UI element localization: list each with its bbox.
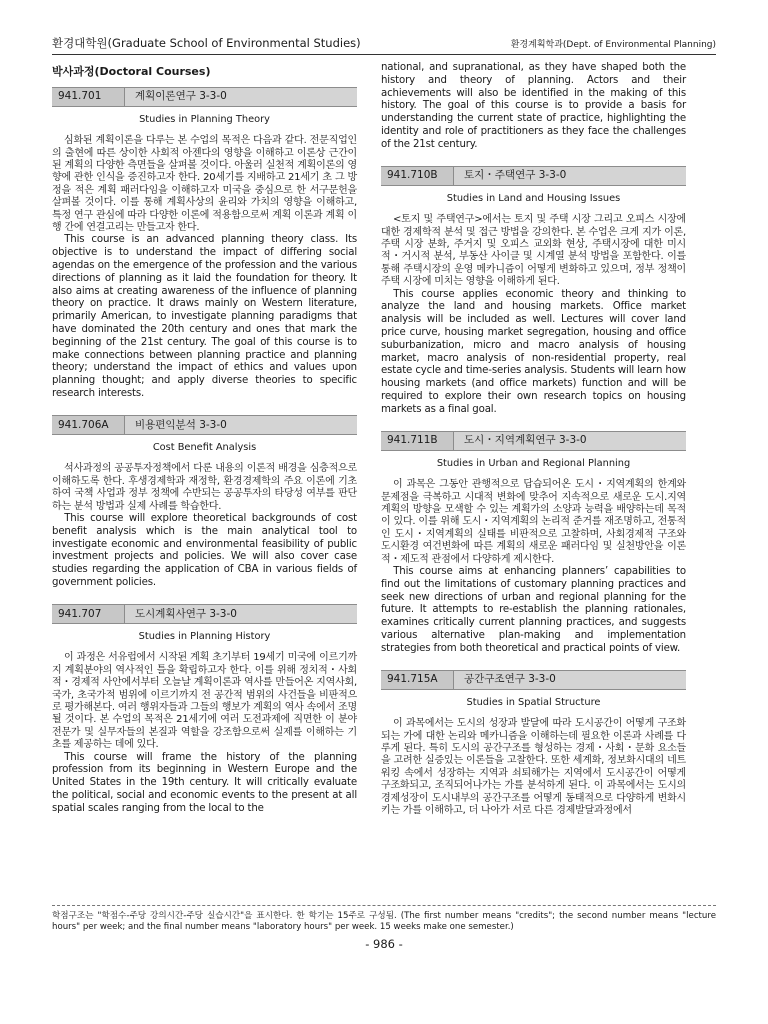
course-number: 941.707 <box>52 605 125 623</box>
course-description-korean: 심화된 계획이론을 다루는 본 수업의 목적은 다음과 같다. 전문직업인의 출현에 따른 상이한 사회적 아젠다의 영향을 이해하고 이론상 근간이 된 계획의 다양한 측면들을 살펴볼 것이다. 아울러 실천적 계획이론의 영향에 관한 인식을 증진하고자 한다. 20세기를 지배하고 21세기 초 그 방정을 적은 계획 패러다임을 이해하고자 미국을 중심으로 한 서구문헌을 살펴볼 것이다. 이를 통해 계획사상의 윤리와 가치의 영향을 이해하고, 특정 연구 관심에 따라 다양한 이론에 적용함으로써 계획 이론과 계획 이행 간에 연결고리는 만들고자 한다. <box>52 135 357 234</box>
course-title: 공간구조연구 3-3-0 <box>464 673 556 686</box>
course-title: 토지・주택연구 3-3-0 <box>464 169 567 182</box>
header-department: 환경계획학과(Dept. of Environmental Planning) <box>510 40 716 50</box>
course-description-english: This course aims at enhancing planners’ capabilities to find out the limitations of customary planning practices and seek new directions of urban and regional planning for the future. It attempts to re-establish the planning rationales, examines critically current planning practices, and suggests various alternative plan-making and implementation strategies from both theoretical and practical points of view. <box>381 566 686 654</box>
right-column <box>381 62 686 817</box>
course-header-941-711b <box>381 431 686 451</box>
course-english-title: Studies in Spatial Structure <box>466 696 601 708</box>
course-description-english: This course will frame the history of the planning profession from its beginning in Western Europe and the United States in the 19th century. It will critically evaluate the political, social and economic events to the present at all spatial scales ranging from the local to the <box>52 751 357 814</box>
course-header-941-701 <box>52 87 357 107</box>
course-description-english-continued: national, and supranational, as they have shaped both the history and theory of planning. Actors and their achievements will also be identified in the making of this history. The goal of this course is to provide a basis for understanding the current state of practice, highlighting the identity and role of practitioners as they face the challenges of the 21st century. <box>381 62 686 150</box>
course-description-korean: <토지 및 주택연구>에서는 토지 및 주택 시장 그리고 오피스 시장에 대한 경제학적 분석 및 접근 방법을 강의한다. 본 수업은 크게 지가 이론, 주택 시장 분화, 주거지 및 오피스 교외화 현상, 주택시장에 대한 미시적・거시적 분석, 부동산 사이클 및 시계열 분석 방법을 포함한다. 이를 통해 주택시장의 운영 메카니즘이 어떻게 변화하고 있으며, 정부 정책이 주택 시장에 미치는 영향을 이해하게 된다. <box>381 214 686 288</box>
course-description-korean: 이 과목에서는 도시의 성장과 발달에 따라 도시공간이 어떻게 구조화되는 가에 대한 논리와 메카니즘을 이해하는데 필요한 이론과 사례를 다루게 된다. 특히 도시의 공간구조를 형성하는 경제・사회・문화 요소들을 고려한 실증있는 이론들을 고찰한다. 또한 세계화, 정보화시대의 네트워킹 속에서 성장하는 지역과 쇠퇴해가는 지역에서 도시공간이 어떻게 구조화되고, 조직되어나가는 가를 분석하게 된다. 이 과목에서는 도시의 경제성장이 도시내부의 공간구조를 어떻게 동태적으로 다양하게 변화시키는 가를 이해하고, 더 나아가 서로 다른 경제발달과정에서 <box>381 718 686 817</box>
course-number: 941.711B <box>381 432 454 450</box>
course-number: 941.701 <box>52 88 125 106</box>
course-description-korean: 이 과목은 그동안 관행적으로 답습되어온 도시・지역계획의 한계와 문제점을 극복하고 시대적 변화에 맞추어 지속적으로 새로운 도시.지역계획의 방향을 모색할 수 있는 계획가의 소양과 능력을 배양하는데 목적이 있다. 이를 위해 도시・지역계획의 논리적 준거를 재조명하고, 전통적인 도시・지역계획의 실태를 비판적으로 고찰하며, 사회경제적 구조와 도시환경 여건변화에 따른 계획의 새로운 패러다임 및 실천방안을 이론적・제도적 관점에서 다양하게 제시한다. <box>381 479 686 565</box>
course-title: 도시계획사연구 3-3-0 <box>135 607 237 620</box>
course-english-title: Studies in Urban and Regional Planning <box>436 457 631 469</box>
course-english-title: Studies in Land and Housing Issues <box>446 192 621 204</box>
course-header-941-706a <box>52 415 357 435</box>
course-header-941-715a <box>381 670 686 690</box>
course-description-english: This course applies economic theory and thinking to analyze the land and housing markets. Office market analysis will be included as well. Lectures will cover land price curve, housing market segregation, housing and office suburbanization, micro and macro analysis of housing market, macro analysis of non-residential property, real estate cycle and time-series analysis. Students will learn how housing markets (and office markets) function and will be required to explore their own research topics on housing markets as a final goal. <box>381 288 686 415</box>
footer-divider <box>52 905 716 906</box>
course-number: 941.715A <box>381 671 454 689</box>
course-description-english: This course will explore theoretical backgrounds of cost benefit analysis which is the main analytical tool to investigate economic and environmental feasibility of public investment projects and policies. We will also cover case studies regarding the application of CBA in various fields of government policies. <box>52 513 357 588</box>
course-english-title: Studies in Planning History <box>138 630 271 642</box>
course-english-title: Studies in Planning Theory <box>139 113 270 125</box>
course-description-korean: 이 과정은 서유럽에서 시작된 계획 초기부터 19세기 미국에 이르기까지 계획분야의 역사적인 틀을 확립하고자 한다. 이를 위해 정치적・사회적・경제적 사안에서부터 오늘날 계획이론과 역사를 만들어온 지역사회, 국가, 초국가적 범위에 이르기까지 전 공간적 범위의 사건들을 비판적으로 평가해본다. 여러 행위자들과 그들의 행보가 계획의 역사 속에서 조명될 것이다. 본 수업의 목적은 21세기에 여러 도전과제에 직면한 이 분야 전문가 및 실무자들의 본질과 역할을 강조함으로써 실제를 이해하는 기초를 제공하는 데에 있다. <box>52 652 357 751</box>
course-title: 계획이론연구 3-3-0 <box>135 90 227 103</box>
left-column <box>52 62 357 816</box>
course-english-title: Cost Benefit Analysis <box>152 441 257 453</box>
course-title: 도시・지역계획연구 3-3-0 <box>464 434 587 447</box>
course-header-941-710b <box>381 166 686 186</box>
course-header-941-707 <box>52 604 357 624</box>
header-school: 환경대학원(Graduate School of Environmental Studies) <box>52 36 361 50</box>
course-description-english: This course is an advanced planning theory class. Its objective is to understand the impact of differing social agendas on the emergence of the profession and the various directions of planning as it laid the foundation for theory. It also aims at creating awareness of the influence of planning theory on practice. It draws mainly on Western literature, primarily American, to investigate planning paradigms that have dominated the 20th century and ones that mark the beginning of the 21st century. The goal of this course is to make connections between planning practice and planning theory; understand the impact of ethics and values upon planning thought; and apply diverse theories to specific research interests. <box>52 234 357 399</box>
course-number: 941.710B <box>381 167 454 185</box>
section-title: 박사과정(Doctoral Courses) <box>52 65 211 78</box>
page-number: - 986 - <box>365 937 403 951</box>
page-header <box>52 32 716 55</box>
course-number: 941.706A <box>52 416 125 434</box>
credit-footnote: 학점구조는 "학점수-주당 강의시간-주당 실습시간"을 표시한다. 한 학기는 15주로 구성됨. (The first number means "credits"; the second number means "lecture hours" per week; and the final number means "laboratory hours" per week. 15 weeks make one semester.) <box>52 911 716 932</box>
course-description-korean: 석사과정의 공공투자정책에서 다룬 내용의 이론적 배경을 심층적으로 이해하도록 한다. 후생경제학과 재정학, 환경경제학의 주요 이론에 기초하여 국책 사업과 정부 정책에 수반되는 공공투자의 타당성 여부를 판단하는 분석 방법과 실제 사례를 학습한다. <box>52 463 357 512</box>
course-title: 비용편익분석 3-3-0 <box>135 418 227 431</box>
